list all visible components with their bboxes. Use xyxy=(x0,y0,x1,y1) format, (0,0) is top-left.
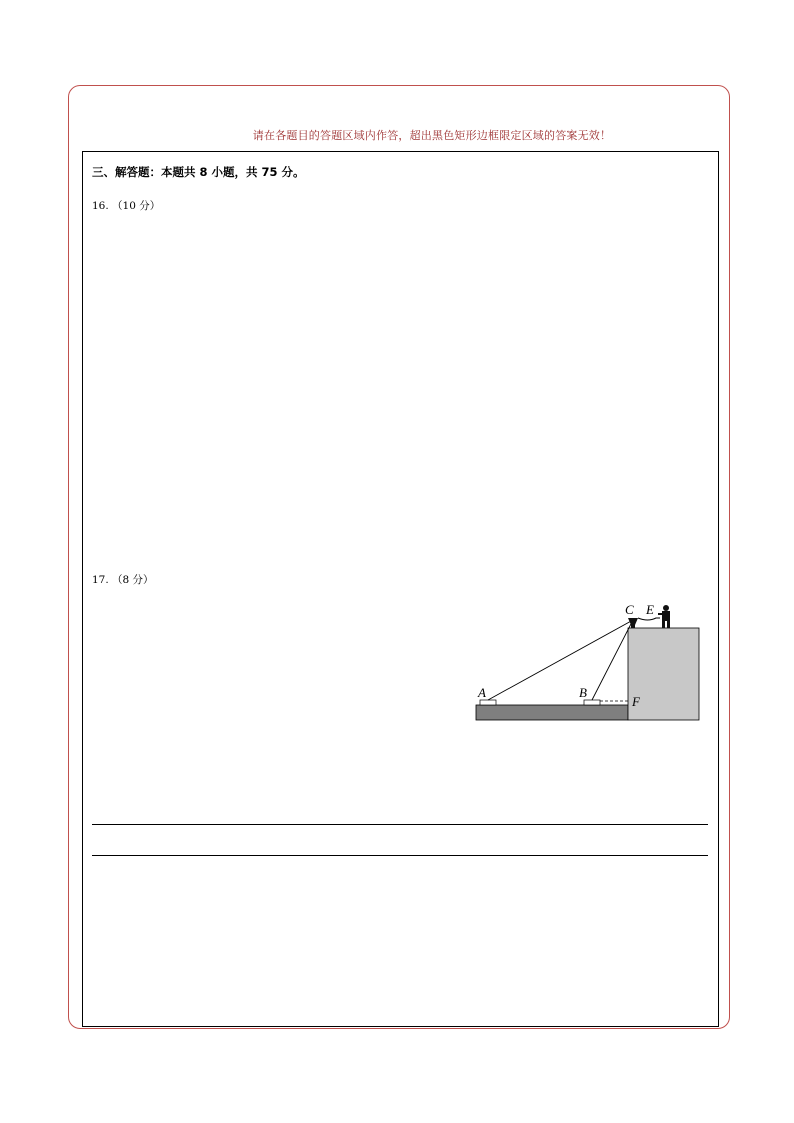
instrument-c-icon xyxy=(628,618,638,625)
person-icon xyxy=(658,605,670,628)
label-f: F xyxy=(632,694,640,709)
answer-line-2 xyxy=(92,855,708,856)
line-bc xyxy=(592,620,633,700)
answer-region-box xyxy=(82,151,719,1027)
label-a: A xyxy=(478,685,486,700)
ground-strip xyxy=(476,705,628,720)
question-16-label: 16. （10 分） xyxy=(92,200,161,212)
marker-b xyxy=(584,700,600,705)
question-17-figure xyxy=(470,598,710,728)
question-17-label: 17. （8 分） xyxy=(92,574,154,586)
section-title: 三、解答题：本题共 8 小题，共 75 分。 xyxy=(92,165,305,179)
wire-ce xyxy=(638,618,660,620)
answer-line-1 xyxy=(92,824,708,825)
instrument-c-stand xyxy=(631,625,635,628)
line-ac xyxy=(488,620,633,700)
label-e: E xyxy=(646,602,654,617)
label-c: C xyxy=(625,602,634,617)
label-b: B xyxy=(579,685,587,700)
marker-a xyxy=(480,700,496,705)
answer-area-notice: 请在各题目的答题区域内作答，超出黑色矩形边框限定区域的答案无效！ xyxy=(252,129,612,142)
